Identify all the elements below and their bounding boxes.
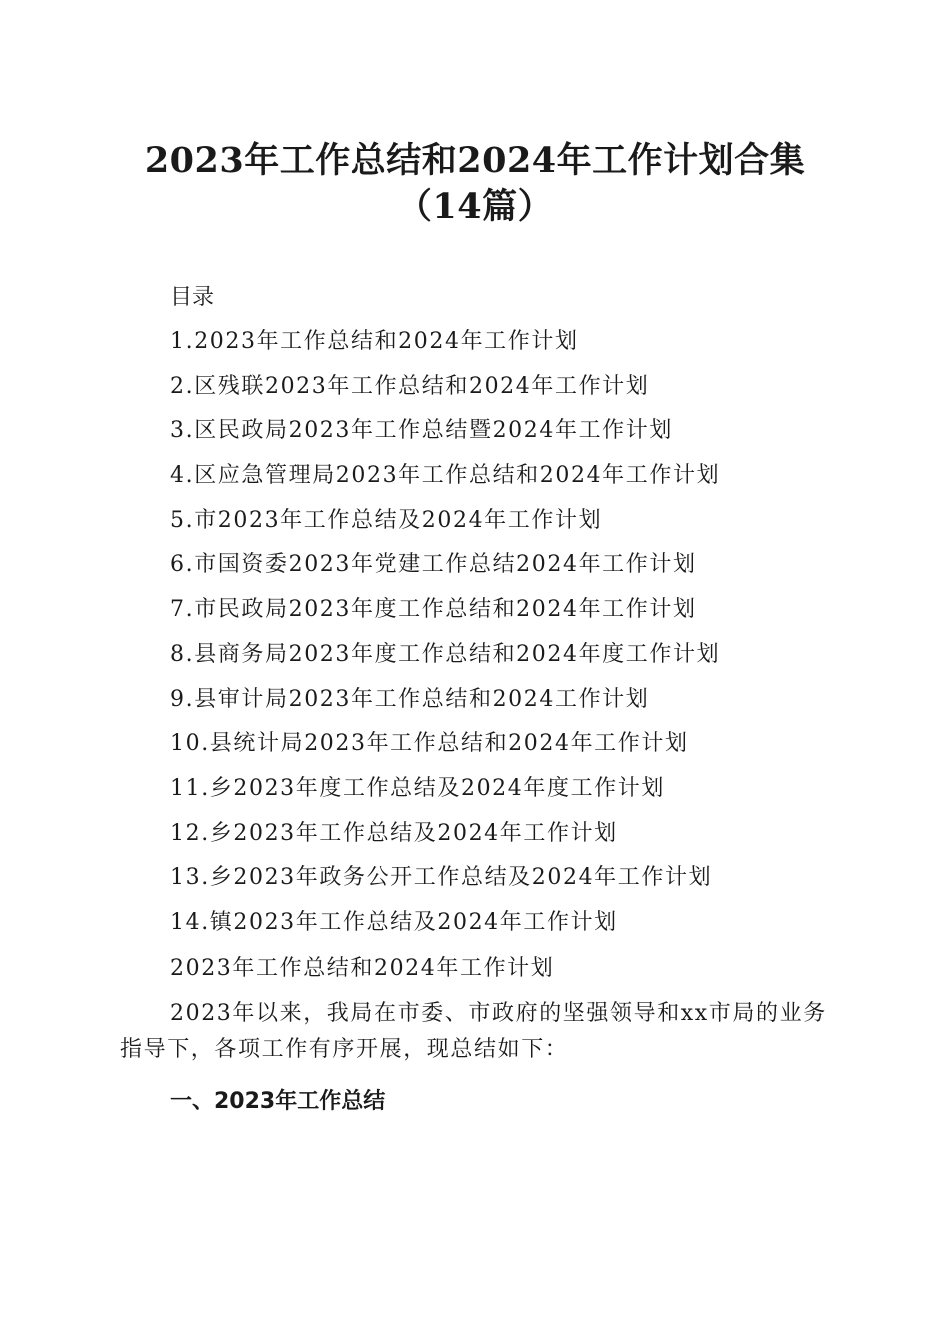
toc-item: 4.区应急管理局2023年工作总结和2024年工作计划 [170, 463, 721, 489]
toc-item: 6.市国资委2023年党建工作总结2024年工作计划 [170, 552, 697, 578]
toc-item: 10.县统计局2023年工作总结和2024年工作计划 [170, 731, 689, 757]
toc-item: 7.市民政局2023年度工作总结和2024年工作计划 [170, 597, 697, 623]
toc-item: 8.县商务局2023年度工作总结和2024年度工作计划 [170, 641, 721, 667]
table-of-contents [170, 327, 720, 953]
toc-item: 2.区残联2023年工作总结和2024年工作计划 [170, 373, 650, 399]
section-heading-1: 一、2023年工作总结 [170, 1089, 386, 1114]
toc-heading: 目录 [170, 285, 215, 310]
toc-item: 12.乡2023年工作总结及2024年工作计划 [170, 820, 618, 846]
toc-item: 14.镇2023年工作总结及2024年工作计划 [170, 909, 618, 935]
toc-item: 11.乡2023年度工作总结及2024年度工作计划 [170, 775, 665, 801]
toc-item: 1.2023年工作总结和2024年工作计划 [170, 329, 579, 354]
toc-item: 3.区民政局2023年工作总结暨2024年工作计划 [170, 418, 673, 444]
toc-item: 5.市2023年工作总结及2024年工作计划 [170, 507, 603, 533]
intro-paragraph: 2023年以来，我局在市委、市政府的坚强领导和xx市局的业务指导下，各项工作有序开展，现总结如下： [120, 1001, 827, 1062]
document-title: 2023年工作总结和2024年工作计划合集（14篇） [144, 140, 806, 227]
toc-item: 9.县审计局2023年工作总结和2024工作计划 [170, 686, 650, 712]
section-title: 2023年工作总结和2024年工作计划 [170, 956, 555, 981]
toc-item: 13.乡2023年政务公开工作总结及2024年工作计划 [170, 865, 713, 891]
